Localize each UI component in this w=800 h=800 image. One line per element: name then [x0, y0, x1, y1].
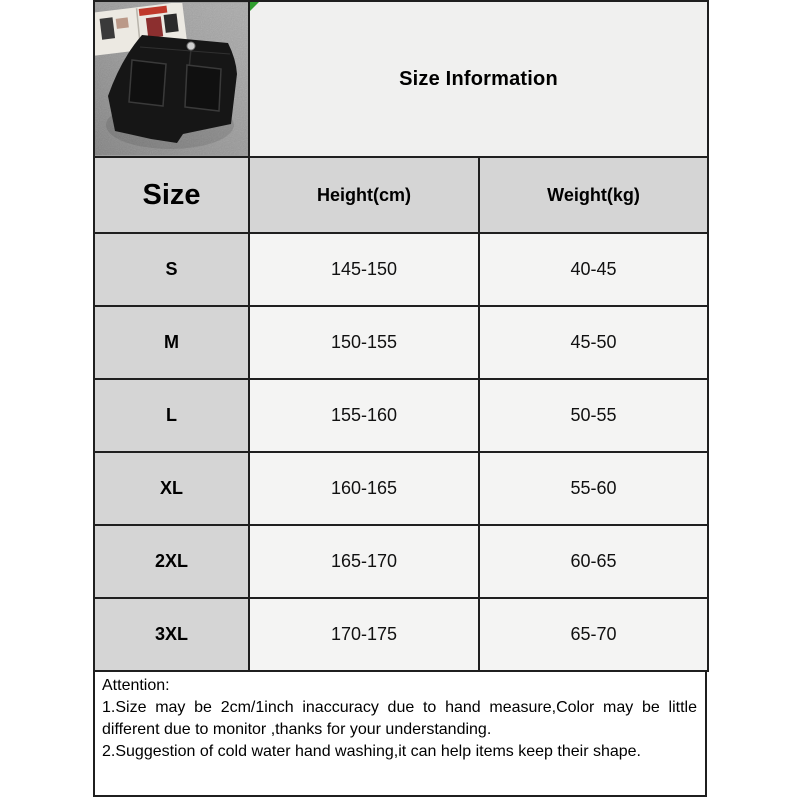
height-value: 150-155: [249, 306, 479, 379]
height-value: 160-165: [249, 452, 479, 525]
size-label: S: [94, 233, 249, 306]
weight-value: 65-70: [479, 598, 708, 671]
column-header-row: [94, 157, 708, 233]
product-photo: [94, 1, 249, 157]
weight-value: 60-65: [479, 525, 708, 598]
table-row-xl: [94, 452, 708, 525]
column-header-size: Size: [94, 157, 249, 233]
size-label: L: [94, 379, 249, 452]
column-header-height: Height(cm): [249, 157, 479, 233]
height-value: 165-170: [249, 525, 479, 598]
attention-heading: Attention:: [102, 677, 170, 694]
weight-value: 45-50: [479, 306, 708, 379]
table-row-s: [94, 233, 708, 306]
header-row: [94, 1, 708, 157]
size-label: 2XL: [94, 525, 249, 598]
weight-value: 55-60: [479, 452, 708, 525]
size-label: M: [94, 306, 249, 379]
column-header-weight: Weight(kg): [479, 157, 708, 233]
page-title: Size Information: [399, 67, 558, 90]
size-chart: [93, 0, 707, 797]
height-value: 170-175: [249, 598, 479, 671]
attention-item-2: 2.Suggestion of cold water hand washing,it can help items keep their shape.: [102, 743, 641, 760]
shorts-button: [187, 42, 195, 50]
size-information-table: [93, 0, 709, 672]
title-cell: [249, 1, 708, 157]
attention-item-1: 1.Size may be 2cm/1inch inaccuracy due to hand measure,Color may be little different due to monitor ,thanks for your understanding.: [102, 699, 697, 738]
weight-value: 50-55: [479, 379, 708, 452]
height-value: 145-150: [249, 233, 479, 306]
size-label: 3XL: [94, 598, 249, 671]
green-corner-marker-icon: [250, 2, 259, 11]
table-row-3xl: [94, 598, 708, 671]
table-row-m: [94, 306, 708, 379]
weight-value: 40-45: [479, 233, 708, 306]
table-row-2xl: [94, 525, 708, 598]
shorts-product-image: [95, 3, 248, 155]
attention-note: [93, 670, 707, 797]
table-row-l: [94, 379, 708, 452]
size-label: XL: [94, 452, 249, 525]
height-value: 155-160: [249, 379, 479, 452]
